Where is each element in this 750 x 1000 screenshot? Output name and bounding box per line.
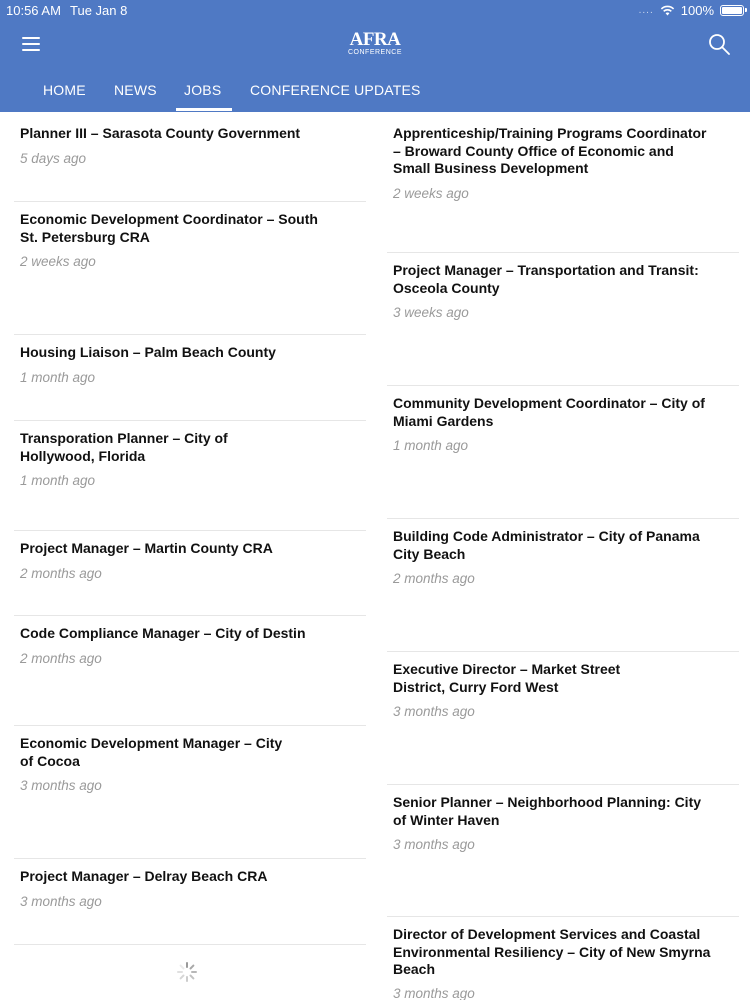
- job-title: Project Manager – Martin County CRA: [20, 540, 273, 556]
- status-right: [639, 3, 744, 18]
- job-title: Community Development Coordinator – City of Miami Gardens: [393, 395, 705, 429]
- job-title: Apprenticeship/Training Programs Coordinator – Broward County Office of Economic and Small Business Development: [393, 125, 707, 176]
- job-date: 3 months ago: [20, 778, 102, 793]
- nav-tabs: [0, 72, 750, 112]
- job-title: Director of Development Services and Coastal Environmental Resiliency – City of New Smyrna Beach: [393, 926, 711, 977]
- job-date: 3 months ago: [20, 894, 102, 909]
- battery-percent: 100%: [680, 3, 714, 18]
- hamburger-menu-icon[interactable]: [22, 37, 40, 51]
- job-date: 2 months ago: [20, 651, 102, 666]
- logo-sub-text: CONFERENCE: [348, 49, 403, 56]
- job-list-item[interactable]: [14, 531, 366, 616]
- job-date: 1 month ago: [20, 370, 96, 385]
- job-date: 2 months ago: [393, 571, 475, 586]
- job-list-item[interactable]: [387, 652, 739, 785]
- job-date: 3 weeks ago: [393, 305, 469, 320]
- job-date: 2 months ago: [20, 566, 102, 581]
- job-list-item[interactable]: [14, 726, 366, 859]
- job-list-item[interactable]: [14, 616, 366, 726]
- job-title: Senior Planner – Neighborhood Planning: City of Winter Haven: [393, 794, 702, 828]
- job-title: Building Code Administrator – City of Panama City Beach: [393, 528, 700, 562]
- job-date: 1 month ago: [20, 473, 96, 488]
- job-title: Project Manager – Transportation and Transit: Osceola County: [393, 262, 699, 296]
- logo-main-text: AFRA: [349, 29, 401, 50]
- job-title: Project Manager – Delray Beach CRA: [20, 868, 268, 884]
- job-date: 3 months ago: [393, 837, 475, 852]
- job-title: Code Compliance Manager – City of Destin: [20, 625, 306, 641]
- job-list-item[interactable]: [387, 112, 739, 253]
- jobs-list-right: [387, 112, 739, 1000]
- job-title: Executive Director – Market Street District, Curry Ford West: [393, 661, 621, 695]
- job-title: Economic Development Coordinator – South St. Petersburg CRA: [20, 211, 318, 245]
- status-time: 10:56 AM: [6, 3, 61, 18]
- status-bar: [0, 0, 750, 22]
- job-list-item[interactable]: [14, 859, 366, 945]
- loading-spinner-icon: [176, 961, 198, 983]
- job-title: Planner III – Sarasota County Government: [20, 125, 301, 141]
- app-header: [0, 0, 750, 112]
- tab-jobs[interactable]: JOBS: [184, 82, 222, 98]
- job-date: 3 months ago: [393, 704, 475, 719]
- signal-dots: ....: [638, 5, 654, 16]
- tab-conference-updates[interactable]: CONFERENCE UPDATES: [250, 82, 421, 98]
- job-date: 1 month ago: [393, 438, 469, 453]
- job-list-item[interactable]: [14, 202, 366, 335]
- job-list-item[interactable]: [387, 519, 739, 652]
- job-list-item[interactable]: [387, 785, 739, 917]
- status-date: Tue Jan 8: [70, 3, 128, 18]
- job-title: Housing Liaison – Palm Beach County: [20, 344, 276, 360]
- job-list-item[interactable]: [387, 917, 739, 1000]
- job-date: 3 months ago: [393, 986, 475, 1000]
- job-list-item[interactable]: [14, 335, 366, 421]
- job-date: 5 days ago: [20, 151, 87, 166]
- job-list-item[interactable]: [387, 386, 739, 519]
- afra-logo: [348, 30, 402, 60]
- search-icon[interactable]: [708, 33, 730, 55]
- job-list-item[interactable]: [14, 112, 366, 202]
- job-date: 2 weeks ago: [20, 254, 96, 269]
- job-title: Economic Development Manager – City of Cocoa: [20, 735, 283, 769]
- jobs-list-left: [14, 112, 366, 945]
- tab-news[interactable]: NEWS: [114, 82, 157, 98]
- job-title: Transporation Planner – City of Hollywood, Florida: [20, 430, 228, 464]
- tab-home[interactable]: HOME: [43, 82, 86, 98]
- battery-icon: [720, 5, 744, 16]
- job-list-item[interactable]: [387, 253, 739, 386]
- job-list-item[interactable]: [14, 421, 366, 531]
- job-date: 2 weeks ago: [393, 186, 469, 201]
- wifi-icon: [660, 5, 675, 16]
